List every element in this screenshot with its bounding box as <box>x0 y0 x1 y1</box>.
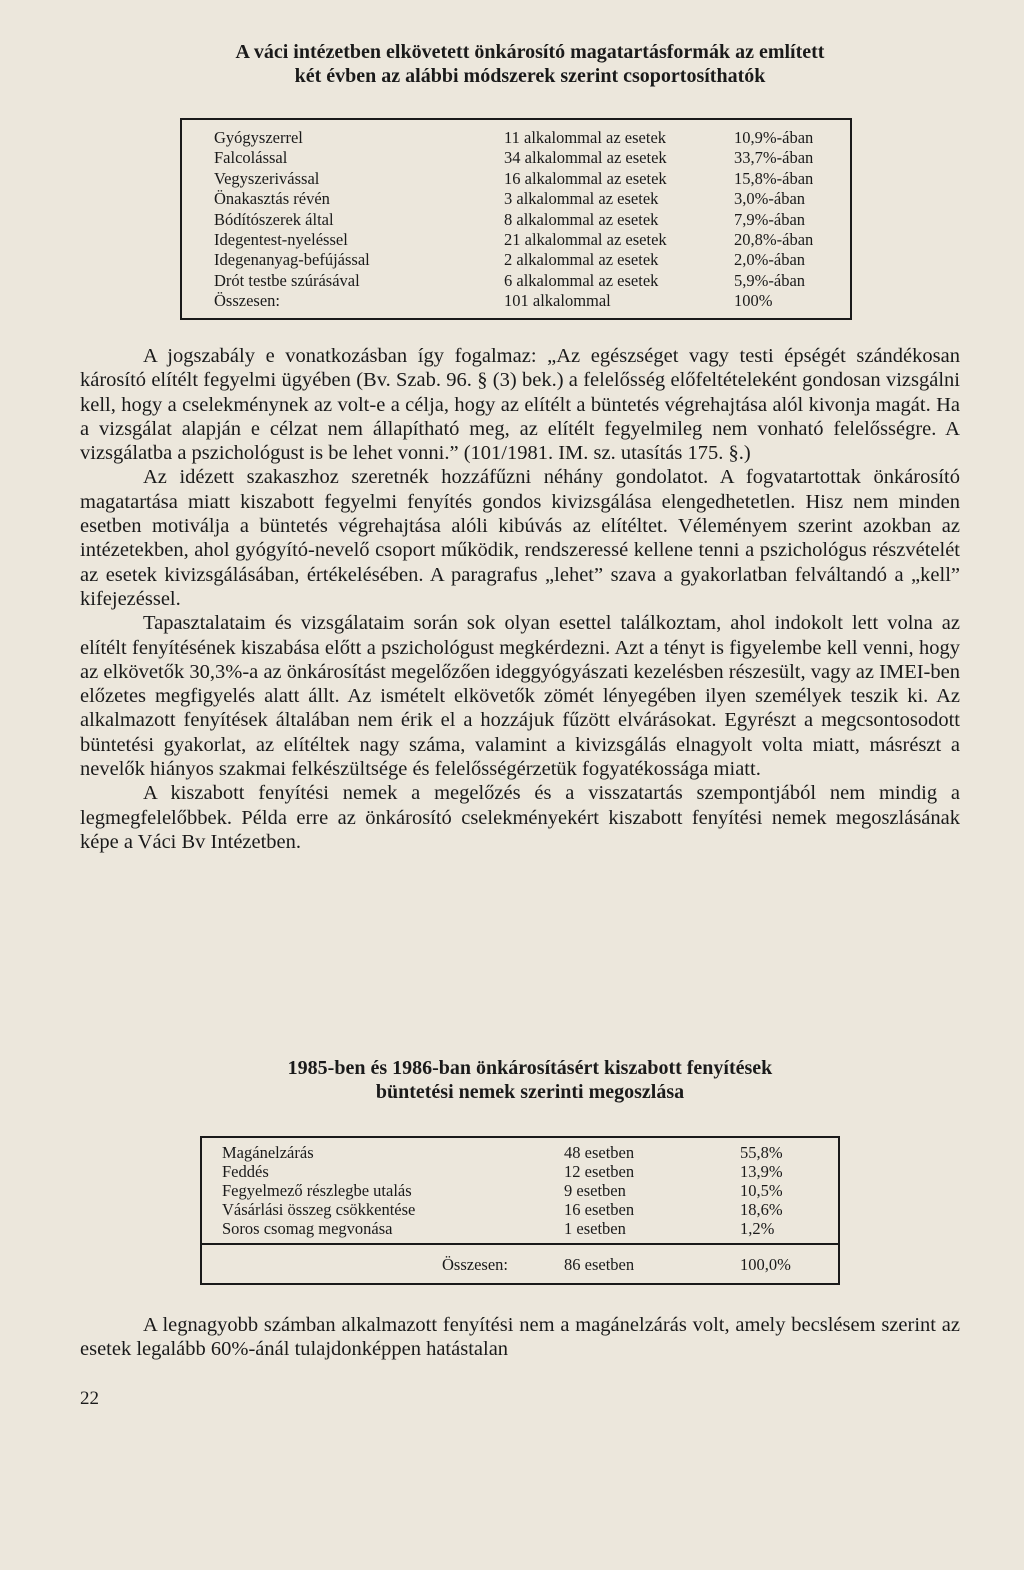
percent-cell: 13,9% <box>740 1162 783 1181</box>
method-cell: Vegyszerivással <box>214 168 320 188</box>
table-row <box>214 169 850 189</box>
punishment-cell: Vásárlási összeg csökkentése <box>222 1200 416 1219</box>
method-cell: Idegenanyag-befújással <box>214 250 370 270</box>
total-label: Összesen: <box>214 291 280 311</box>
count-cell: 34 alkalommal az esetek <box>504 148 667 168</box>
body-text <box>80 344 960 854</box>
table-row <box>214 250 850 270</box>
self-harm-methods-table <box>180 118 852 320</box>
total-count: 86 esetben <box>564 1255 635 1274</box>
table-row <box>222 1162 838 1181</box>
count-cell: 2 alkalommal az esetek <box>504 250 659 270</box>
table-row <box>222 1143 838 1162</box>
table-row <box>214 210 850 230</box>
count-cell: 3 alkalommal az esetek <box>504 189 659 209</box>
method-cell: Bódítószerek által <box>214 209 334 229</box>
count-cell: 16 alkalommal az esetek <box>504 168 667 188</box>
paragraph: Az idézett szakaszhoz szeretnék hozzáfűzni néhány gondolatot. A fogvatartottak önkárosító magatartása miatt kiszabott fegyelmi fenyítés gondos kivizsgálása elengedhetetlen. Hisz nem minden esetben motiválja a büntetés végrehajtása alóli kibúvás az elítéltet. Véleményem szerint azokban az intézetekben, ahol gyógyító-nevelő csoport működik, rendszeressé kellene tenni a pszichológus részvételét az esetek kivizsgálásában, értékelésében. A paragrafus „lehet” szava a gyakorlatban felváltandó a „kell” kifejezéssel. <box>80 466 960 610</box>
paragraph: A legnagyobb számban alkalmazott fenyítési nem a magánelzárás volt, amely becslésem szerint az esetek legalább 60%-ánál tulajdonképpen hatástalan <box>80 1314 960 1361</box>
table-title <box>120 1056 940 1104</box>
table-row <box>222 1181 838 1200</box>
method-cell: Önakasztás révén <box>214 189 330 209</box>
table-row <box>222 1200 838 1219</box>
table-title-line-2: büntetési nemek szerinti megoszlása <box>375 1081 685 1103</box>
table-row <box>214 230 850 250</box>
percent-cell: 3,0%-ában <box>734 189 806 209</box>
percent-cell: 10,5% <box>740 1181 783 1200</box>
count-cell: 16 esetben <box>564 1200 635 1219</box>
table-total-row <box>214 291 850 311</box>
percent-cell: 20,8%-ában <box>734 229 814 249</box>
percent-cell: 18,6% <box>740 1200 783 1219</box>
punishment-cell: Fegyelmező részlegbe utalás <box>222 1181 412 1200</box>
count-cell: 48 esetben <box>564 1143 635 1162</box>
count-cell: 6 alkalommal az esetek <box>504 270 659 290</box>
percent-cell: 33,7%-ában <box>734 148 814 168</box>
percent-cell: 1,2% <box>740 1219 775 1238</box>
punishment-cell: Feddés <box>222 1162 269 1181</box>
percent-cell: 55,8% <box>740 1143 783 1162</box>
total-label: Összesen: <box>442 1255 508 1274</box>
page-number: 22 <box>80 1388 99 1409</box>
method-cell: Drót testbe szúrásával <box>214 270 360 290</box>
method-cell: Falcolással <box>214 148 288 168</box>
count-cell: 8 alkalommal az esetek <box>504 209 659 229</box>
table-row <box>214 128 850 148</box>
paragraph: Tapasztalataim és vizsgálataim során sok olyan esettel találkoztam, ahol indokolt lett volna az elítélt fenyítésének kiszabása előtt a pszichológust megkérdezni. Azt a tényt is figyelembe kell venni, hogy az elkövetők 30,3%-a az önkárosítást megelőzően ideggyógyászati kezelésben részesült, vagy az IMEI-ben előzetes megfigyelés alatt állt. Az ismételt elkövetők zömét lényegében ilyen személyek teszik ki. Az alkalmazott fenyítések általában nem érik el a hozzájuk fűzött elvárásokat. Egyrészt a megcsontosodott büntetési gyakorlat, az elítéltek nagy száma, valamint a kivizsgálás elnagyolt volta miatt, másrészt a nevelők hiányos szakmai felkészültsége és felelősségérzetük fogyatékossága miatt. <box>80 612 960 781</box>
count-cell: 11 alkalommal az esetek <box>504 128 667 147</box>
percent-cell: 15,8%-ában <box>734 168 814 188</box>
count-cell: 1 esetben <box>564 1219 626 1238</box>
punishment-cell: Magánelzárás <box>222 1143 314 1162</box>
table-total-row <box>202 1255 838 1275</box>
paragraph: A jogszabály e vonatkozásban így fogalmaz: „Az egészséget vagy testi épségét szándékosan károsító elítélt fegyelmi ügyében (Bv. Szab. 96. § (3) bek.) a felelősség előfeltételeként gondosan vizsgálni kell, hogy a cselekménynek az volt-e a célja, hogy az elítélt a büntetés végrehajtása alól kivonja magát. Ha a vizsgálat alapján e célzat nem állapítható meg, az elítélt fegyelmileg nem vonható felelősségre. A vizsgálatba a pszichológust is be lehet vonni.” (101/1981. IM. sz. utasítás 175. §.) <box>80 345 960 465</box>
table-title-line-1: 1985-ben és 1986-ban önkárosításért kiszabott fenyítések <box>287 1057 773 1079</box>
percent-cell: 2,0%-ában <box>734 250 806 270</box>
punishment-distribution-table <box>200 1136 840 1285</box>
percent-cell: 10,9%-ában <box>734 128 814 147</box>
total-count: 101 alkalommal <box>504 291 611 311</box>
table-row <box>222 1219 838 1238</box>
punishment-cell: Soros csomag megvonása <box>222 1219 393 1238</box>
section-title-line-2: két évben az alábbi módszerek szerint csoportosíthatók <box>294 65 766 87</box>
method-cell: Idegentest-nyeléssel <box>214 229 348 249</box>
table-row <box>214 189 850 209</box>
table-divider <box>202 1243 838 1245</box>
section-title <box>120 40 940 88</box>
body-text-continued <box>80 1313 960 1362</box>
count-cell: 9 esetben <box>564 1181 626 1200</box>
method-cell: Gyógyszerrel <box>214 128 303 147</box>
percent-cell: 5,9%-ában <box>734 270 806 290</box>
total-percent: 100,0% <box>740 1255 791 1274</box>
paragraph: A kiszabott fenyítési nemek a megelőzés és a visszatartás szempontjából nem mindig a legmegfelelőbbek. Példa erre az önkárosító cselekményekért kiszabott fenyítési nemek megoszlásának képe a Váci Bv Intézetben. <box>80 782 960 853</box>
count-cell: 12 esetben <box>564 1162 635 1181</box>
count-cell: 21 alkalommal az esetek <box>504 229 667 249</box>
table-row <box>214 148 850 168</box>
table-row <box>214 271 850 291</box>
total-percent: 100% <box>734 291 773 311</box>
section-title-line-1: A váci intézetben elkövetett önkárosító magatartásformák az említett <box>235 41 825 63</box>
percent-cell: 7,9%-ában <box>734 209 806 229</box>
